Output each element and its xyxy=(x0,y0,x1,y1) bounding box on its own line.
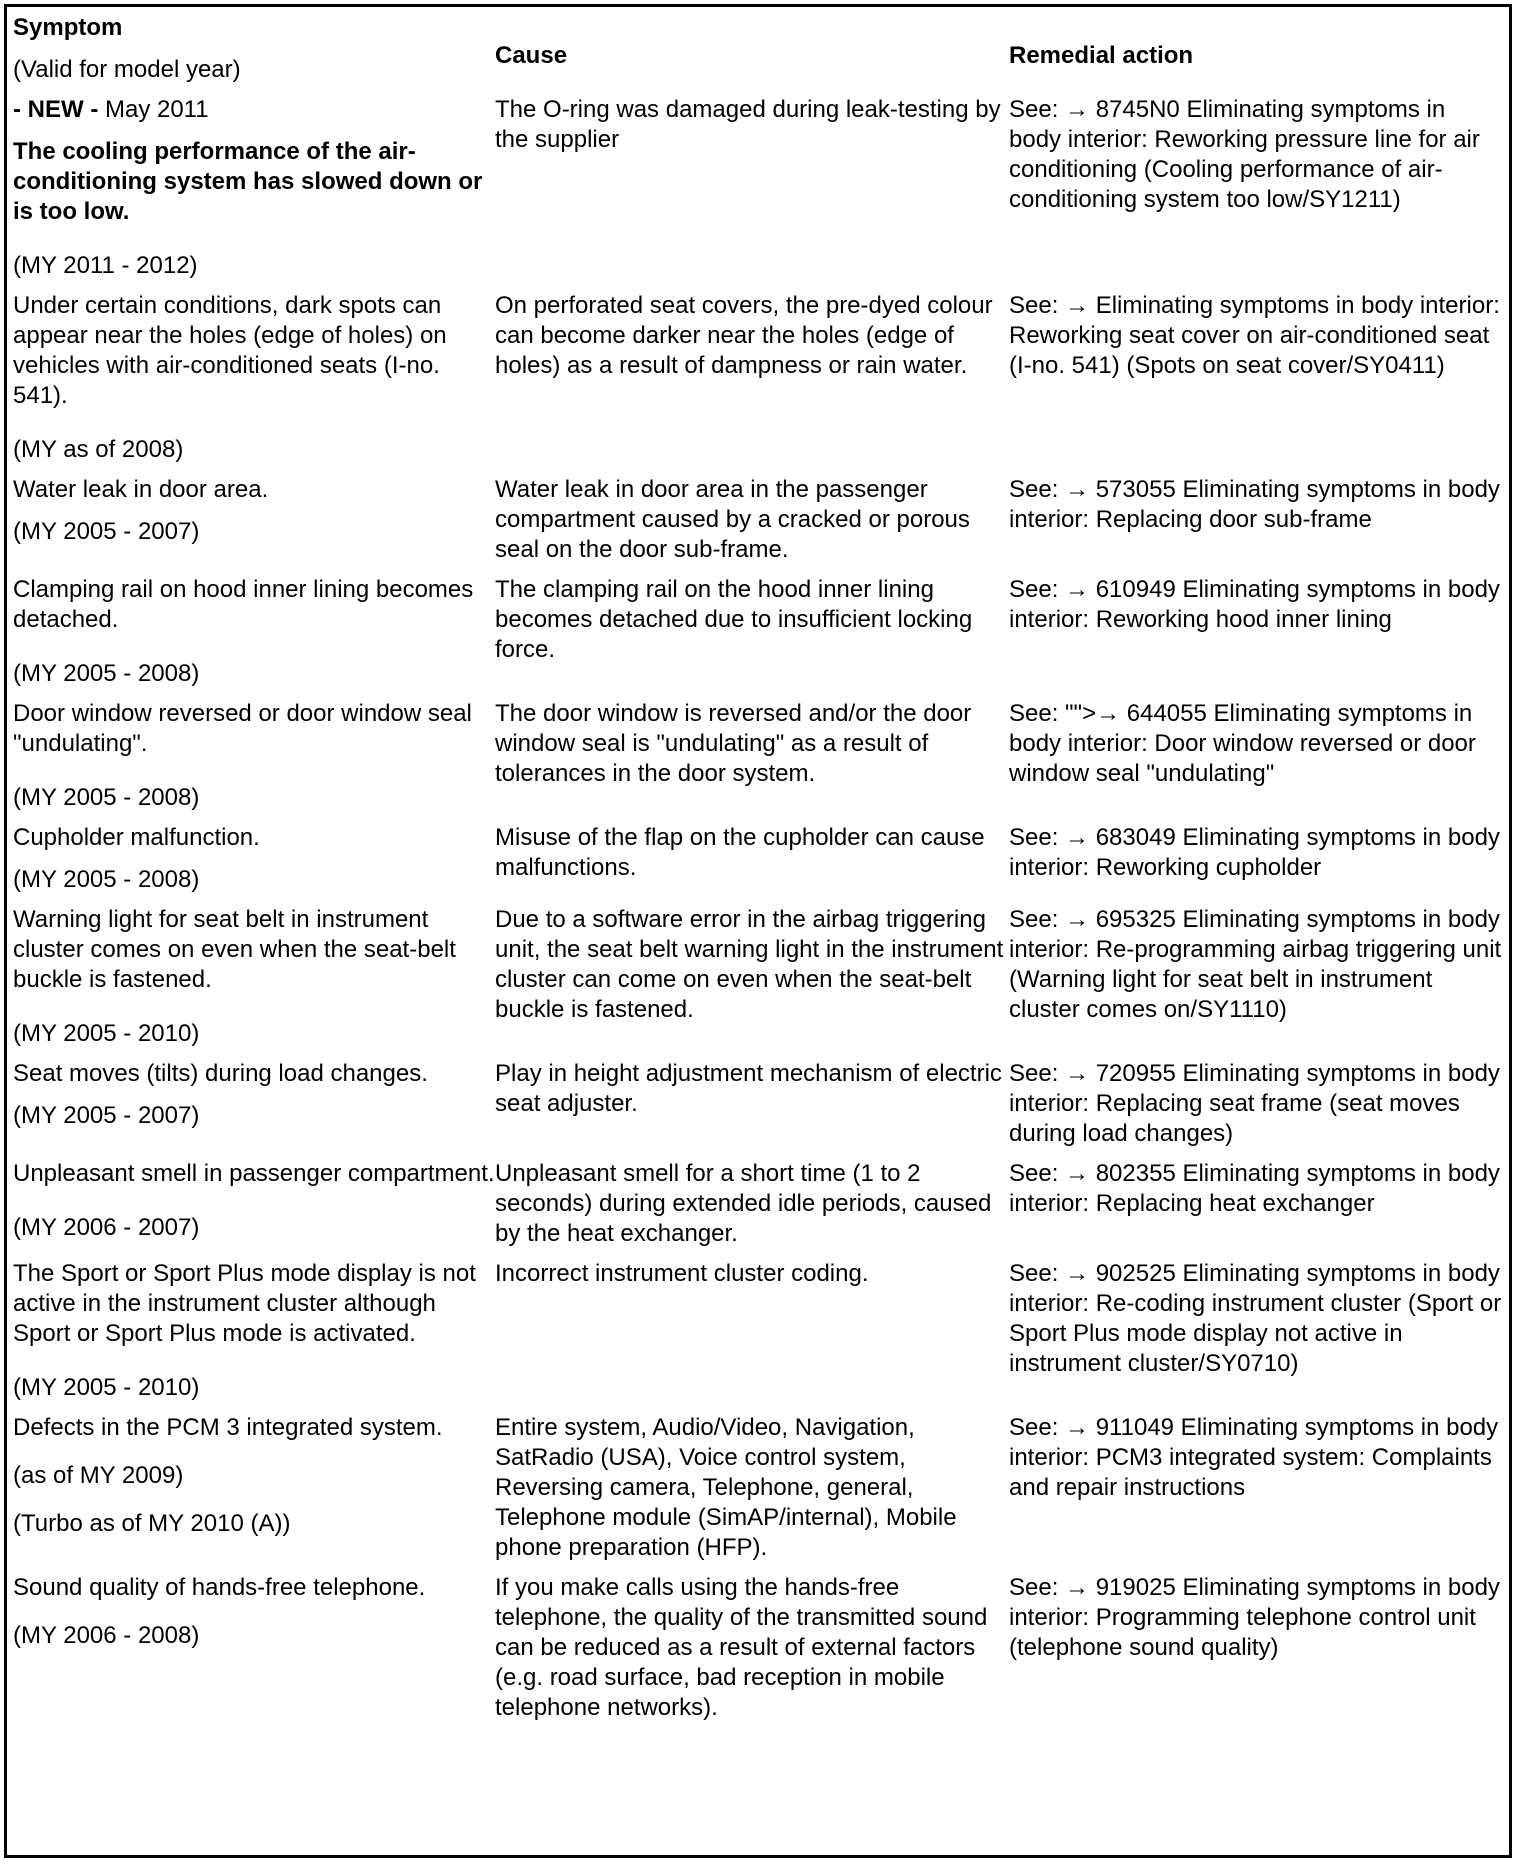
table-row xyxy=(13,1413,1503,1573)
model-year: (MY 2005 - 2008) xyxy=(13,866,200,893)
cause-text: Unpleasant smell for a short time (1 to 2 seconds) during extended idle periods, caused by the heat exchanger. xyxy=(495,1160,992,1247)
remedy-cell xyxy=(1009,823,1503,905)
symptom-text: The cooling performance of the air-conditioning system has slowed down or is too low. xyxy=(13,138,483,225)
cause-cell xyxy=(495,1259,1009,1413)
cause-text: The clamping rail on the hood inner lining becomes detached due to insufficient locking force. xyxy=(495,576,973,663)
symptom-text: Defects in the PCM 3 integrated system. xyxy=(13,1414,443,1441)
cause-cell xyxy=(495,1573,1009,1733)
symptom-text: Unpleasant smell in passenger compartment. xyxy=(13,1160,495,1187)
remedy-text: See: → 683049 Eliminating symptoms in body interior: Reworking cupholder xyxy=(1009,824,1500,881)
new-prefix: - NEW - xyxy=(13,96,99,123)
symptom-text: Water leak in door area. xyxy=(13,476,269,503)
remedy-text: See: → Eliminating symptoms in body interior: Reworking seat cover on air-conditioned seat (I-no. 541) (Spots on seat cover/SY0411) xyxy=(1009,292,1500,379)
remedy-cell xyxy=(1009,575,1503,699)
table-row xyxy=(13,1573,1503,1733)
cause-text: The O-ring was damaged during leak-testing by the supplier xyxy=(495,96,1001,153)
cause-cell xyxy=(495,1059,1009,1159)
symptom-text: Seat moves (tilts) during load changes. xyxy=(13,1060,428,1087)
model-year: (MY 2005 - 2007) xyxy=(13,518,200,545)
symptom-cell xyxy=(13,1059,495,1159)
cause-text: Water leak in door area in the passenger compartment caused by a cracked or porous seal on the door sub-frame. xyxy=(495,476,970,563)
model-year: (MY 2005 - 2010) xyxy=(13,1020,200,1047)
cause-text: Misuse of the flap on the cupholder can cause malfunctions. xyxy=(495,824,985,881)
cause-cell xyxy=(495,475,1009,575)
new-marker xyxy=(13,95,495,125)
symptom-text: The Sport or Sport Plus mode display is not active in the instrument cluster although Sport or Sport Plus mode is activated. xyxy=(13,1260,476,1347)
model-year: (as of MY 2009) xyxy=(13,1462,184,1489)
remedy-cell xyxy=(1009,1259,1503,1413)
table-row xyxy=(13,823,1503,905)
remedy-cell xyxy=(1009,291,1503,475)
table-row xyxy=(13,905,1503,1059)
model-year: (MY 2005 - 2008) xyxy=(13,784,200,811)
remedy-text: See: → 911049 Eliminating symptoms in body interior: PCM3 integrated system: Complaints and repair instructions xyxy=(1009,1414,1499,1501)
symptom-text: Sound quality of hands-free telephone. xyxy=(13,1574,426,1601)
symptom-cell xyxy=(13,1159,495,1259)
cause-cell xyxy=(495,1413,1009,1573)
cause-cell xyxy=(495,1159,1009,1259)
table-row xyxy=(13,1159,1503,1259)
remedy-text: See: → 573055 Eliminating symptoms in body interior: Replacing door sub-frame xyxy=(1009,476,1500,533)
cause-cell xyxy=(495,575,1009,699)
symptom-text: Under certain conditions, dark spots can appear near the holes (edge of holes) on vehicles with air-conditioned seats (I-no. 541). xyxy=(13,292,447,409)
symptom-table xyxy=(13,13,1503,1733)
symptom-text: Cupholder malfunction. xyxy=(13,824,260,851)
symptom-cell xyxy=(13,699,495,823)
symptom-text: Warning light for seat belt in instrument cluster comes on even when the seat-belt buckle is fastened. xyxy=(13,906,456,993)
remedy-text: See: → 8745N0 Eliminating symptoms in body interior: Reworking pressure line for air conditioning (Cooling performance of air-conditioning system too low/SY1211) xyxy=(1009,96,1480,213)
remedy-cell xyxy=(1009,699,1503,823)
header-remedy-cell xyxy=(1009,13,1503,95)
symptom-cell xyxy=(13,905,495,1059)
model-year: (MY 2005 - 2007) xyxy=(13,1102,200,1129)
remedy-cell xyxy=(1009,1413,1503,1573)
remedy-cell xyxy=(1009,1573,1503,1733)
cause-text: Entire system, Audio/Video, Navigation, SatRadio (USA), Voice control system, Reversing camera, Telephone, general, Telephone module (SimAP/internal), Mobile phone preparation (HFP). xyxy=(495,1414,957,1561)
remedy-text: See: → 902525 Eliminating symptoms in body interior: Re-coding instrument cluster (Sport or Sport Plus mode display not active in instrument cluster/SY0710) xyxy=(1009,1260,1502,1377)
remedy-text: See: → 720955 Eliminating symptoms in body interior: Replacing seat frame (seat moves during load changes) xyxy=(1009,1060,1500,1147)
symptom-cell xyxy=(13,291,495,475)
table-row xyxy=(13,575,1503,699)
cause-cell xyxy=(495,699,1009,823)
remedy-text: See: "">→ 644055 Eliminating symptoms in body interior: Door window reversed or door window seal "undulating" xyxy=(1009,700,1476,787)
model-year: (MY 2005 - 2008) xyxy=(13,660,200,687)
symptom-cell xyxy=(13,823,495,905)
cause-cell xyxy=(495,291,1009,475)
header-valid-for: (Valid for model year) xyxy=(13,56,241,83)
table-header-row xyxy=(13,13,1503,95)
remedy-cell xyxy=(1009,1159,1503,1259)
model-year: (MY 2006 - 2007) xyxy=(13,1214,200,1241)
remedy-text: See: → 919025 Eliminating symptoms in body interior: Programming telephone control unit (telephone sound quality) xyxy=(1009,1574,1500,1661)
symptom-cell xyxy=(13,1413,495,1573)
remedy-text: See: → 695325 Eliminating symptoms in body interior: Re-programming airbag triggering unit (Warning light for seat belt in instrument cluster comes on/SY1110) xyxy=(1009,906,1502,1023)
model-year: (MY 2011 - 2012) xyxy=(13,252,198,279)
symptom-cell xyxy=(13,475,495,575)
cause-text: Incorrect instrument cluster coding. xyxy=(495,1260,869,1287)
remedy-cell xyxy=(1009,475,1503,575)
cause-cell xyxy=(495,905,1009,1059)
cause-cell xyxy=(495,823,1009,905)
cause-text: The door window is reversed and/or the door window seal is "undulating" as a result of tolerances in the door system. xyxy=(495,700,972,787)
model-year: (MY as of 2008) xyxy=(13,436,184,463)
remedy-text: See: → 610949 Eliminating symptoms in body interior: Reworking hood inner lining xyxy=(1009,576,1500,633)
symptom-text: Door window reversed or door window seal "undulating". xyxy=(13,700,472,757)
remedy-cell xyxy=(1009,95,1503,291)
cause-text: Play in height adjustment mechanism of electric seat adjuster. xyxy=(495,1060,1002,1117)
header-cause: Cause xyxy=(495,42,568,69)
cause-cell xyxy=(495,95,1009,291)
table-row xyxy=(13,291,1503,475)
cause-text: If you make calls using the hands-free telephone, the quality of the transmitted sound can be reduced as a result of external factors (e.g. road surface, bad reception in mobile telephone networks). xyxy=(495,1574,988,1721)
cause-text: On perforated seat covers, the pre-dyed colour can become darker near the holes (edge of holes) as a result of dampness or rain water. xyxy=(495,292,993,379)
model-year-turbo: (Turbo as of MY 2010 (A)) xyxy=(13,1510,291,1537)
new-date: May 2011 xyxy=(98,96,209,123)
symptom-text: Clamping rail on hood inner lining becomes detached. xyxy=(13,576,474,633)
remedy-cell xyxy=(1009,905,1503,1059)
remedy-cell xyxy=(1009,1059,1503,1159)
table-row xyxy=(13,699,1503,823)
document-sheet xyxy=(4,4,1512,1858)
symptom-cell xyxy=(13,95,495,291)
table-row xyxy=(13,475,1503,575)
model-year: (MY 2006 - 2008) xyxy=(13,1622,200,1649)
symptom-cell xyxy=(13,1573,495,1733)
table-row xyxy=(13,1259,1503,1413)
header-symptom-cell xyxy=(13,13,495,95)
header-symptom: Symptom xyxy=(13,14,123,41)
header-remedial-action: Remedial action xyxy=(1009,42,1194,69)
table-row xyxy=(13,95,1503,291)
header-cause-cell xyxy=(495,13,1009,95)
model-year: (MY 2005 - 2010) xyxy=(13,1374,200,1401)
cause-text: Due to a software error in the airbag triggering unit, the seat belt warning light in the instrument cluster can come on even when the seat-belt buckle is fastened. xyxy=(495,906,1004,1023)
table-row xyxy=(13,1059,1503,1159)
remedy-text: See: → 802355 Eliminating symptoms in body interior: Replacing heat exchanger xyxy=(1009,1160,1500,1217)
symptom-cell xyxy=(13,1259,495,1413)
symptom-cell xyxy=(13,575,495,699)
